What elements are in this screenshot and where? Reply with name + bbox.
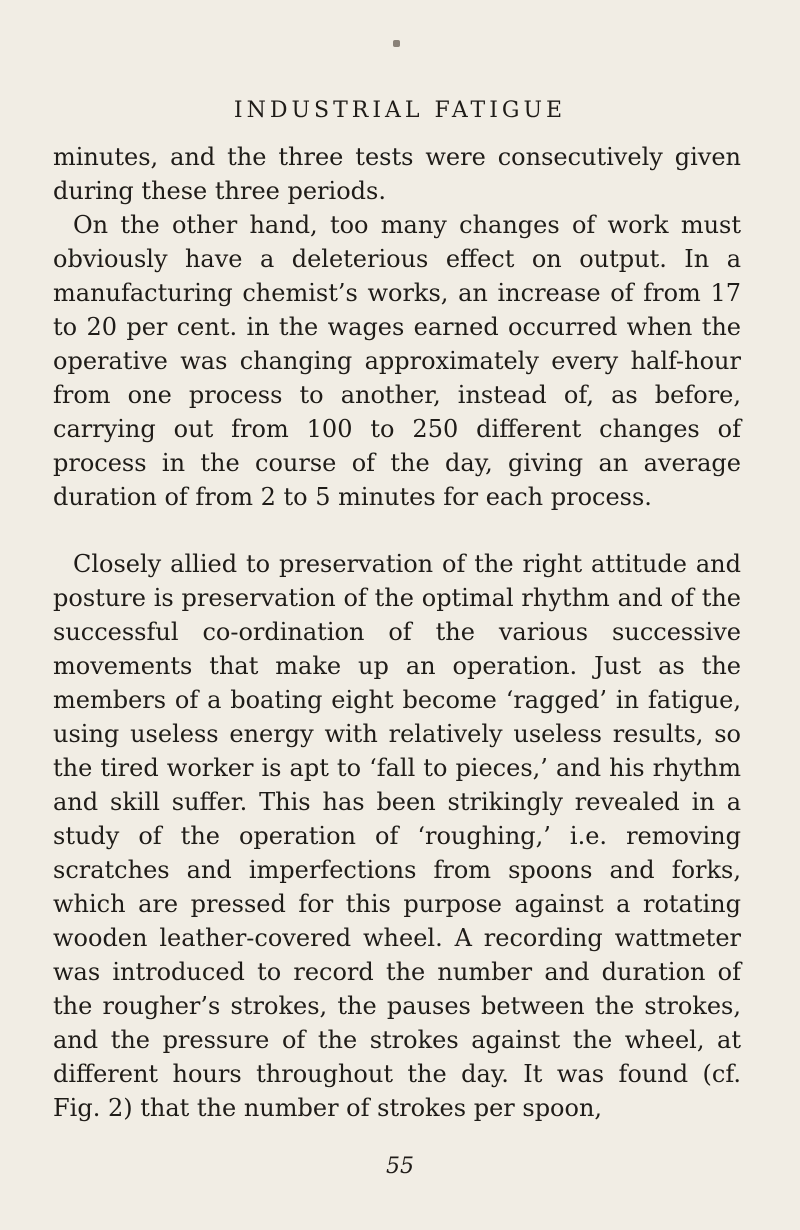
print-mark [393,40,400,47]
paragraph-continued: minutes, and the three tests were consecutively given during these three periods. [53,143,741,205]
paragraph-changes-of-work: On the other hand, too many changes of work must obviously have a deleterious effect on output. In a manufacturing chemist’s works, an increase of from 17 to 20 per cent. in the wages earned occurred when the operative was changing approximately every half-hour from one process to another, instead of, as before, carrying out from 100 to 250 different changes of process in the course of the day, giving an average duration of from 2 to 5 minutes for each process. [53,211,741,511]
body-text [53,140,741,1125]
page-number: 55 [386,1154,414,1179]
paragraph-rhythm: Closely allied to preservation of the right attitude and posture is preservation of the optimal rhythm and of the successful co-ordination of the various successive movements that make up an operation. Just as the members of a boating eight become ‘ragged’ in fatigue, using useless energy with relatively useless results, so the tired worker is apt to ‘fall to pieces,’ and his rhythm and skill suffer. This has been strikingly revealed in a study of the operation of ‘roughing,’ i.e. removing scratches and imperfections from spoons and forks, which are pressed for this purpose against a rotating wooden leather-covered wheel. A recording wattmeter was introduced to record the number and duration of the rougher’s strokes, the pauses between the strokes, and the pressure of the strokes against the wheel, at different hours throughout the day. It was found (cf. Fig. 2) that the number of strokes per spoon, [53,550,741,1122]
running-head: INDUSTRIAL FATIGUE [233,98,567,123]
